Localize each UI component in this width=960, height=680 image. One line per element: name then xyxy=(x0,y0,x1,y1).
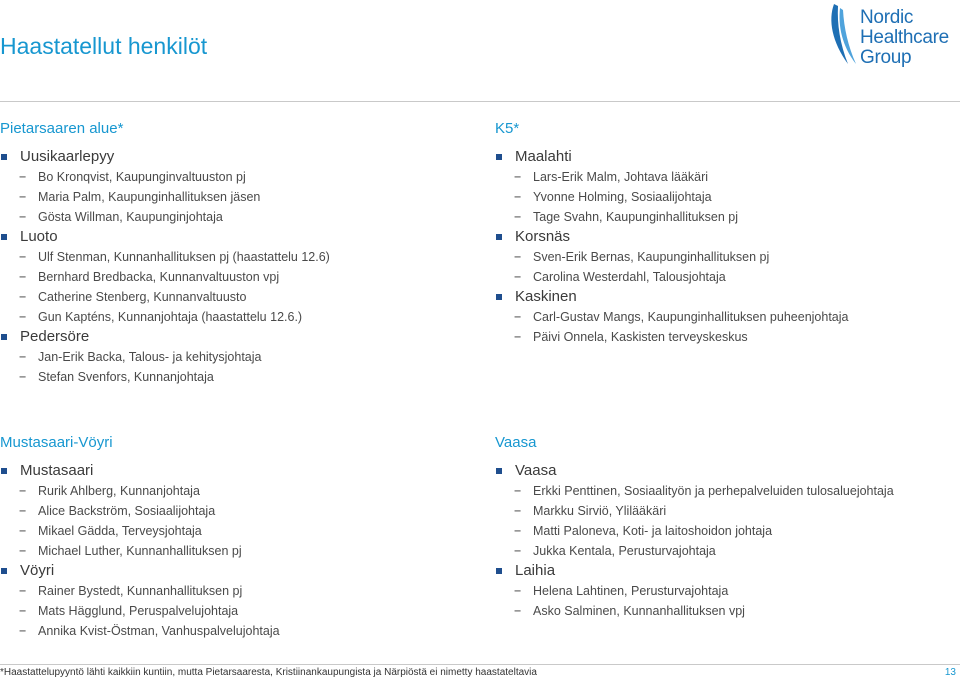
dash-bullet-icon: − xyxy=(19,270,27,284)
person-item xyxy=(0,481,280,501)
square-bullet-icon xyxy=(1,568,7,574)
person-item xyxy=(0,541,280,561)
section-heading: Pietarsaaren alue* xyxy=(0,120,124,137)
dash-bullet-icon: − xyxy=(19,290,27,304)
dash-bullet-icon: − xyxy=(514,190,522,204)
dash-bullet-icon: − xyxy=(19,604,27,618)
person-item xyxy=(0,167,330,187)
dash-bullet-icon: − xyxy=(514,584,522,598)
dash-bullet-icon: − xyxy=(19,504,27,518)
municipality-group xyxy=(0,327,330,387)
person-text: Gösta Willman, Kaupunginjohtaja xyxy=(38,210,223,224)
dash-bullet-icon: − xyxy=(19,484,27,498)
person-text: Jan-Erik Backa, Talous- ja kehitysjohtaja xyxy=(38,350,262,364)
footer-divider xyxy=(0,664,960,665)
logo-line-3: Group xyxy=(860,47,912,68)
square-bullet-icon xyxy=(496,568,502,574)
square-bullet-icon xyxy=(1,154,7,160)
person-text: Catherine Stenberg, Kunnanvaltuusto xyxy=(38,290,247,304)
municipality-group xyxy=(0,461,280,561)
person-text: Ulf Stenman, Kunnanhallituksen pj (haastattelu 12.6) xyxy=(38,250,330,264)
municipality-name: Uusikaarlepyy xyxy=(20,148,115,165)
square-bullet-icon xyxy=(1,468,7,474)
dash-bullet-icon: − xyxy=(514,544,522,558)
person-text: Bo Kronqvist, Kaupunginvaltuuston pj xyxy=(38,170,246,184)
section-vaasa xyxy=(495,433,894,621)
person-item xyxy=(495,541,894,561)
person-text: Lars-Erik Malm, Johtava lääkäri xyxy=(533,170,709,184)
person-text: Asko Salminen, Kunnanhallituksen vpj xyxy=(533,604,745,618)
person-item xyxy=(0,621,280,641)
municipality-item xyxy=(495,461,894,481)
group-list xyxy=(495,147,848,347)
municipality-group xyxy=(495,461,894,561)
municipality-item xyxy=(495,561,894,581)
person-text: Stefan Svenfors, Kunnanjohtaja xyxy=(38,370,214,384)
municipality-name: Korsnäs xyxy=(515,228,571,245)
person-item xyxy=(495,167,848,187)
person-text: Sven-Erik Bernas, Kaupunginhallituksen pj xyxy=(533,250,770,264)
square-bullet-icon xyxy=(1,334,7,340)
section-heading: Vaasa xyxy=(495,434,537,451)
square-bullet-icon xyxy=(496,234,502,240)
municipality-name: Mustasaari xyxy=(20,462,94,479)
dash-bullet-icon: − xyxy=(19,170,27,184)
section-k5 xyxy=(495,119,848,347)
municipality-group xyxy=(0,561,280,641)
dash-bullet-icon: − xyxy=(514,330,522,344)
person-item xyxy=(495,207,848,227)
group-list xyxy=(495,461,894,621)
person-item xyxy=(495,601,894,621)
person-text: Matti Paloneva, Koti- ja laitoshoidon johtaja xyxy=(533,524,773,538)
municipality-name: Maalahti xyxy=(515,148,572,165)
municipality-name: Vöyri xyxy=(20,562,55,579)
municipality-group xyxy=(0,227,330,327)
person-item xyxy=(0,187,330,207)
square-bullet-icon xyxy=(496,468,502,474)
dash-bullet-icon: − xyxy=(19,250,27,264)
group-list xyxy=(0,147,330,387)
municipality-item xyxy=(0,561,280,581)
municipality-group xyxy=(495,147,848,227)
person-item xyxy=(0,247,330,267)
person-text: Alice Backström, Sosiaalijohtaja xyxy=(38,504,216,518)
person-item xyxy=(495,501,894,521)
section-mustasaari xyxy=(0,433,280,641)
municipality-group xyxy=(495,561,894,621)
person-item xyxy=(495,521,894,541)
dash-bullet-icon: − xyxy=(19,350,27,364)
person-item xyxy=(0,581,280,601)
person-text: Yvonne Holming, Sosiaalijohtaja xyxy=(533,190,712,204)
person-text: Helena Lahtinen, Perusturvajohtaja xyxy=(533,584,729,598)
person-text: Mats Hägglund, Peruspalvelujohtaja xyxy=(38,604,239,618)
person-text: Mikael Gädda, Terveysjohtaja xyxy=(38,524,202,538)
dash-bullet-icon: − xyxy=(514,170,522,184)
person-item xyxy=(495,481,894,501)
person-item xyxy=(0,307,330,327)
section-heading: K5* xyxy=(495,120,520,137)
person-item xyxy=(0,347,330,367)
dash-bullet-icon: − xyxy=(19,370,27,384)
logo-swoosh-icon xyxy=(826,2,860,78)
person-text: Tage Svahn, Kaupunginhallituksen pj xyxy=(533,210,739,224)
dash-bullet-icon: − xyxy=(514,270,522,284)
person-text: Jukka Kentala, Perusturvajohtaja xyxy=(533,544,716,558)
person-text: Bernhard Bredbacka, Kunnanvaltuuston vpj xyxy=(38,270,280,284)
dash-bullet-icon: − xyxy=(514,210,522,224)
person-text: Michael Luther, Kunnanhallituksen pj xyxy=(38,544,242,558)
company-logo xyxy=(826,2,960,78)
header-divider xyxy=(0,101,960,102)
dash-bullet-icon: − xyxy=(514,524,522,538)
dash-bullet-icon: − xyxy=(19,210,27,224)
page-title: Haastatellut henkilöt xyxy=(0,33,208,59)
person-text: Carolina Westerdahl, Talousjohtaja xyxy=(533,270,726,284)
person-item xyxy=(0,287,330,307)
section-heading: Mustasaari-Vöyri xyxy=(0,434,113,451)
logo-line-2: Healthcare xyxy=(860,27,949,48)
dash-bullet-icon: − xyxy=(19,584,27,598)
person-item xyxy=(495,267,848,287)
dash-bullet-icon: − xyxy=(19,190,27,204)
municipality-name: Vaasa xyxy=(515,462,557,479)
footer xyxy=(0,664,960,680)
dash-bullet-icon: − xyxy=(514,250,522,264)
dash-bullet-icon: − xyxy=(514,504,522,518)
logo-text xyxy=(860,8,949,68)
person-text: Rurik Ahlberg, Kunnanjohtaja xyxy=(38,484,200,498)
person-item xyxy=(495,581,894,601)
person-item xyxy=(0,267,330,287)
section-pietarsaari xyxy=(0,119,330,387)
dash-bullet-icon: − xyxy=(514,604,522,618)
person-item xyxy=(495,247,848,267)
person-text: Maria Palm, Kaupunginhallituksen jäsen xyxy=(38,190,261,204)
person-text: Markku Sirviö, Ylilääkäri xyxy=(533,504,667,518)
municipality-name: Pedersöre xyxy=(20,328,90,345)
person-item xyxy=(0,367,330,387)
person-text: Gun Kapténs, Kunnanjohtaja (haastattelu 12.6.) xyxy=(38,310,303,324)
person-item xyxy=(495,327,848,347)
person-text: Erkki Penttinen, Sosiaalityön ja perhepalveluiden tulosaluejohtaja xyxy=(533,484,894,498)
footnote: *Haastattelupyyntö lähti kaikkiin kuntiin, mutta Pietarsaaresta, Kristiinankaupungista ja Närpiöstä ei nimetty haastateltavia xyxy=(0,667,537,678)
municipality-group xyxy=(495,227,848,287)
person-text: Carl-Gustav Mangs, Kaupunginhallituksen puheenjohtaja xyxy=(533,310,849,324)
dash-bullet-icon: − xyxy=(19,310,27,324)
municipality-item xyxy=(0,461,280,481)
group-list xyxy=(0,461,280,641)
dash-bullet-icon: − xyxy=(19,544,27,558)
person-item xyxy=(0,501,280,521)
person-item xyxy=(0,207,330,227)
municipality-item xyxy=(495,227,848,247)
square-bullet-icon xyxy=(1,234,7,240)
square-bullet-icon xyxy=(496,154,502,160)
square-bullet-icon xyxy=(496,294,502,300)
person-text: Rainer Bystedt, Kunnanhallituksen pj xyxy=(38,584,243,598)
municipality-item xyxy=(495,147,848,167)
municipality-item xyxy=(0,327,330,347)
municipality-name: Laihia xyxy=(515,562,556,579)
dash-bullet-icon: − xyxy=(19,624,27,638)
municipality-group xyxy=(0,147,330,227)
person-item xyxy=(0,521,280,541)
municipality-group xyxy=(495,287,848,347)
person-item xyxy=(495,307,848,327)
logo-line-1: Nordic xyxy=(860,7,914,28)
person-item xyxy=(495,187,848,207)
municipality-item xyxy=(0,147,330,167)
dash-bullet-icon: − xyxy=(19,524,27,538)
municipality-name: Kaskinen xyxy=(515,288,577,305)
municipality-name: Luoto xyxy=(20,228,58,245)
dash-bullet-icon: − xyxy=(514,310,522,324)
dash-bullet-icon: − xyxy=(514,484,522,498)
page-number: 13 xyxy=(944,667,956,678)
person-text: Päivi Onnela, Kaskisten terveyskeskus xyxy=(533,330,748,344)
person-text: Annika Kvist-Östman, Vanhuspalvelujohtaja xyxy=(38,624,280,638)
municipality-item xyxy=(0,227,330,247)
person-item xyxy=(0,601,280,621)
municipality-item xyxy=(495,287,848,307)
